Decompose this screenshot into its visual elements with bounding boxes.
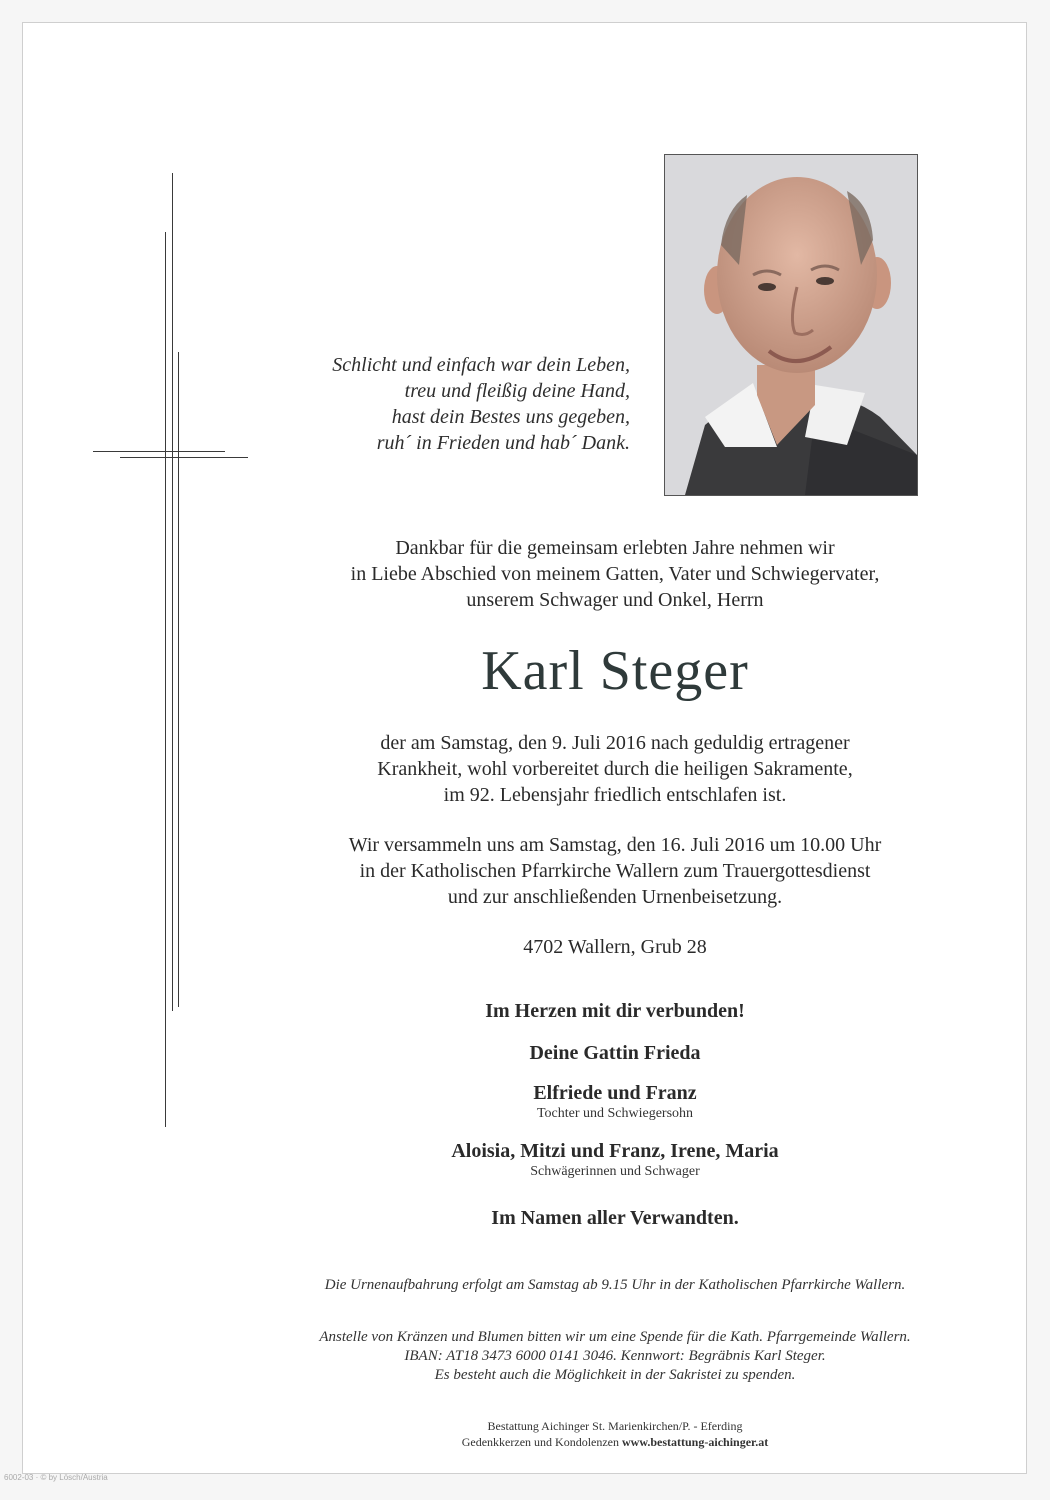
donation-line: Es besteht auch die Möglichkeit in der Sakristei zu spenden. (434, 1367, 796, 1383)
details-line: im 92. Lebensjahr friedlich entschlafen ist. (443, 784, 787, 806)
cross-horizontal-line-a (93, 451, 225, 452)
daughter-relation: Tochter und Schwiegersohn (536, 1106, 694, 1121)
cross-horizontal-line-b (120, 457, 248, 458)
service-info (240, 832, 990, 910)
wife-name: Deine Gattin Frieda (529, 1042, 701, 1064)
intro-line: unserem Schwager und Onkel, Herrn (466, 589, 764, 611)
details-line: Krankheit, wohl vorbereitet durch die heiligen Sakramente, (377, 758, 853, 780)
footer-line-2 (240, 1434, 990, 1450)
poem (250, 352, 630, 456)
funeral-home-footer (240, 1418, 990, 1450)
printer-imprint: 6002-03 · © by Lösch/Austria (4, 1473, 108, 1482)
poem-line: Schlicht und einfach war dein Leben, (332, 354, 630, 376)
portrait-illustration (665, 155, 917, 495)
poem-line: hast dein Bestes uns gegeben, (391, 406, 630, 428)
deceased-name: Karl Steger (481, 640, 749, 702)
footer-prefix: Gedenkkerzen und Kondolenzen (461, 1435, 620, 1449)
daughter-names: Elfriede und Franz (533, 1082, 697, 1104)
intro-text (240, 535, 990, 613)
death-details (240, 730, 990, 808)
intro-line: Dankbar für die gemeinsam erlebten Jahre nehmen wir (395, 537, 835, 559)
cross-vertical-line-a (172, 173, 173, 1011)
service-line: in der Katholischen Pfarrkirche Wallern zum Trauergottesdienst (359, 860, 871, 882)
footer-line-1: Bestattung Aichinger St. Marienkirchen/P. - Eferding (487, 1419, 743, 1433)
portrait-photo (664, 154, 918, 496)
footer-website-link[interactable]: www.bestattung-aichinger.at (622, 1435, 769, 1449)
siblings-names: Aloisia, Mitzi und Franz, Irene, Maria (451, 1140, 779, 1162)
donation-note (240, 1328, 990, 1385)
donation-line: Anstelle von Kränzen und Blumen bitten wir um eine Spende für die Kath. Pfarrgemeinde Wallern. (319, 1329, 911, 1345)
details-line: der am Samstag, den 9. Juli 2016 nach geduldig ertragener (380, 732, 850, 754)
intro-line: in Liebe Abschied von meinem Gatten, Vater und Schwiegervater, (350, 563, 880, 585)
viewing-note: Die Urnenaufbahrung erfolgt am Samstag ab 9.15 Uhr in der Katholischen Pfarrkirche Wallern. (324, 1277, 906, 1293)
cross-vertical-line-b (165, 232, 166, 1127)
motto: Im Herzen mit dir verbunden! (485, 1000, 745, 1022)
poem-line: ruh´ in Frieden und hab´ Dank. (376, 432, 630, 454)
donation-line: IBAN: AT18 3473 6000 0141 3046. Kennwort: Begräbnis Karl Steger. (404, 1348, 826, 1364)
siblings-relation: Schwägerinnen und Schwager (530, 1164, 700, 1179)
poem-line: treu und fleißig deine Hand, (404, 380, 630, 402)
service-line: Wir versammeln uns am Samstag, den 16. Juli 2016 um 10.00 Uhr (348, 834, 882, 856)
closing-line: Im Namen aller Verwandten. (491, 1207, 739, 1229)
service-line: und zur anschließenden Urnenbeisetzung. (447, 886, 783, 908)
address: 4702 Wallern, Grub 28 (523, 936, 707, 958)
